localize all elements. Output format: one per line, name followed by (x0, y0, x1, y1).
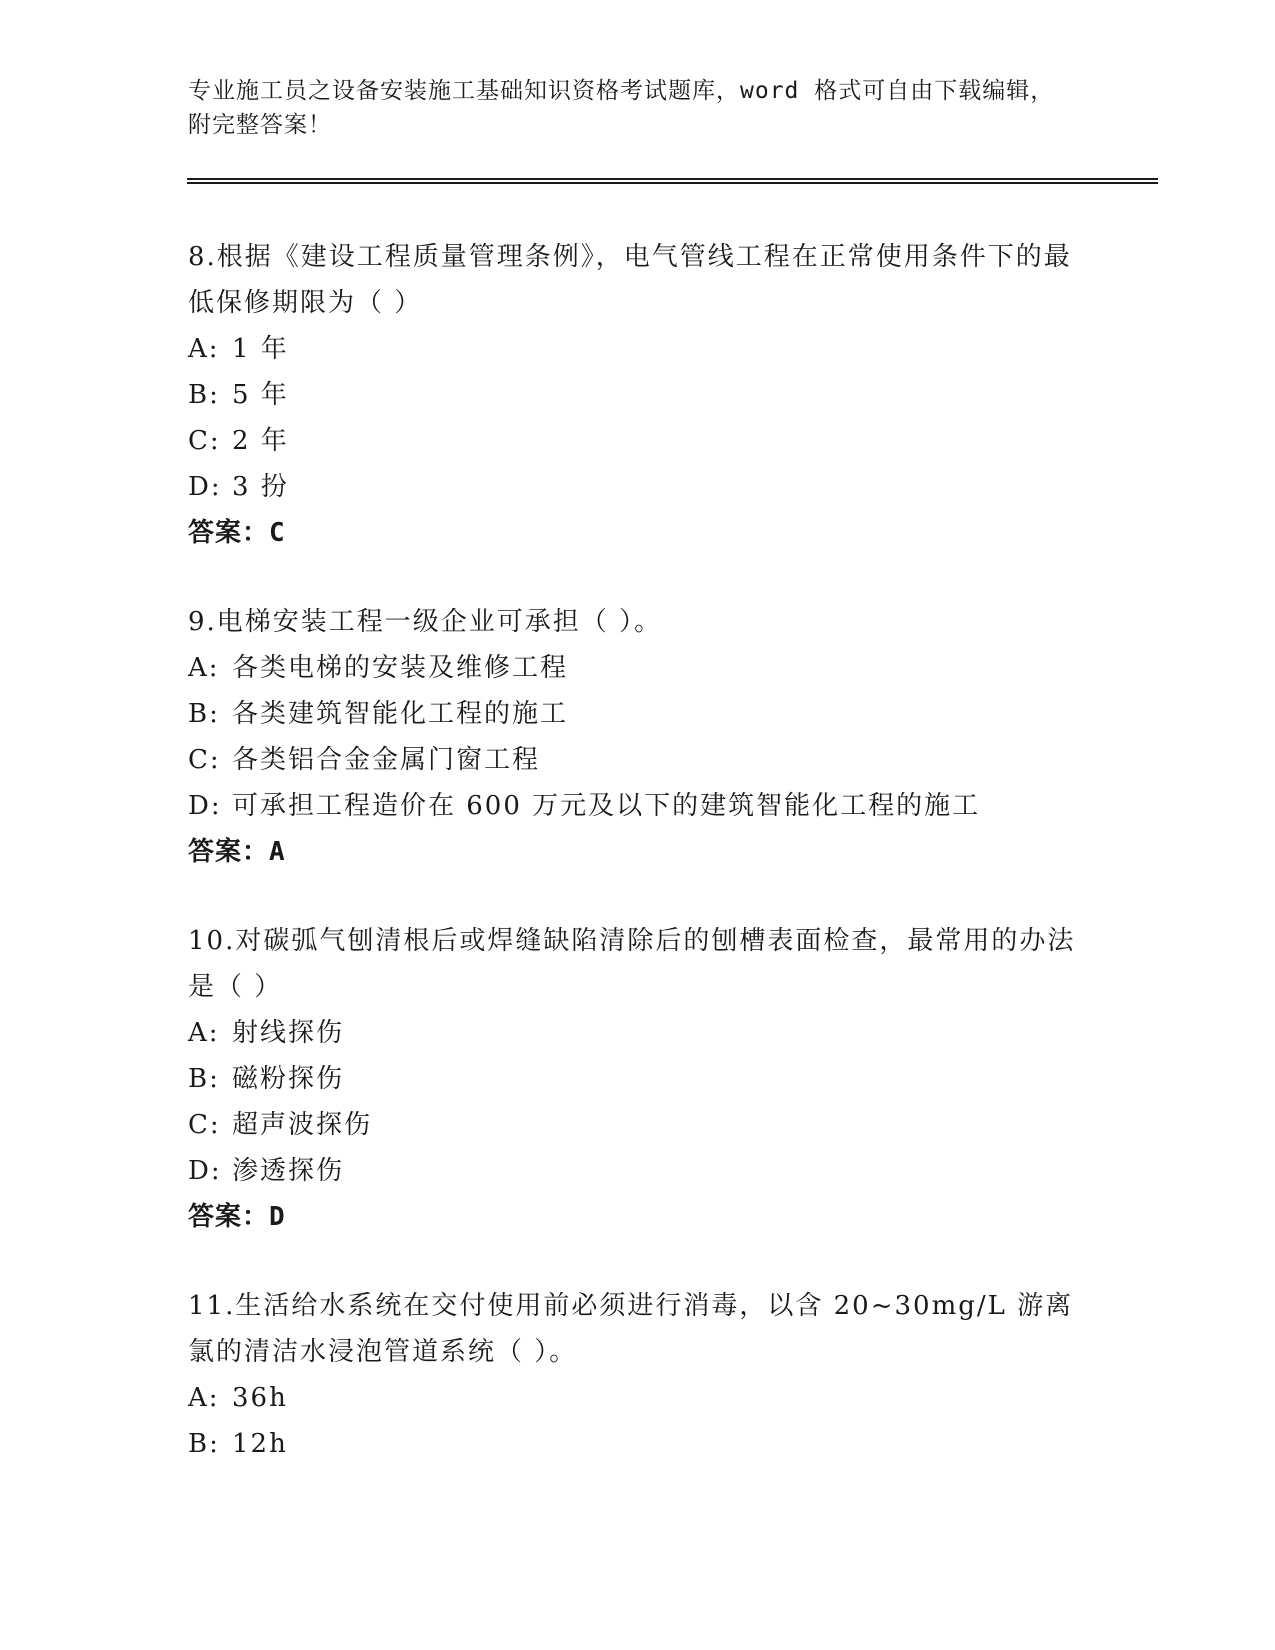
question-stem: 9.电梯安装工程一级企业可承担（ ）。 (188, 607, 663, 637)
option-text: 各类铝合金金属门窗工程 (232, 745, 541, 775)
option-letter: D: (188, 1156, 222, 1186)
option-letter: B: (188, 1064, 220, 1094)
option-text: 5 年 (232, 380, 289, 410)
question-8 (188, 234, 1088, 556)
option-letter: D: (188, 472, 222, 502)
question-stem: 10.对碳弧气刨清根后或焊缝缺陷清除后的刨槽表面检查，最常用的办法是（ ） (188, 926, 1076, 1002)
option-d (188, 1148, 1088, 1194)
option-letter: B: (188, 699, 220, 729)
question-stem: 8.根据《建设工程质量管理条例》，电气管线工程在正常使用条件下的最低保修期限为（ ） (188, 242, 1072, 318)
option-text: 12h (232, 1429, 288, 1459)
option-text: 射线探伤 (232, 1018, 345, 1048)
header-double-rule (187, 178, 1158, 184)
option-text: 1 年 (232, 334, 289, 364)
option-text: 磁粉探伤 (232, 1064, 345, 1094)
option-letter: A: (188, 1383, 220, 1413)
option-text: 渗透探伤 (232, 1156, 345, 1186)
option-text: 3 扮 (232, 472, 289, 502)
option-b (188, 1056, 1088, 1102)
option-a (188, 645, 1088, 691)
option-letter: A: (188, 653, 220, 683)
option-a (188, 326, 1088, 372)
option-text: 各类建筑智能化工程的施工 (232, 699, 569, 729)
option-text: 36h (232, 1383, 288, 1413)
option-b (188, 691, 1088, 737)
option-c (188, 1102, 1088, 1148)
answer-line: 答案：D (188, 1202, 286, 1232)
option-text: 可承担工程造价在 600 万元及以下的建筑智能化工程的施工 (232, 791, 981, 821)
option-letter: B: (188, 380, 220, 410)
option-text: 超声波探伤 (232, 1110, 373, 1140)
option-d (188, 464, 1088, 510)
option-c (188, 418, 1088, 464)
option-b (188, 1421, 1088, 1467)
option-letter: A: (188, 334, 220, 364)
option-letter: C: (188, 1110, 221, 1140)
option-a (188, 1010, 1088, 1056)
question-9 (188, 599, 1088, 875)
option-letter: D: (188, 791, 222, 821)
question-10 (188, 918, 1088, 1240)
question-stem: 11.生活给水系统在交付使用前必须进行消毒，以含 20~30mg/L 游离氯的清洁水浸泡管道系统（ ）。 (188, 1291, 1074, 1367)
option-a (188, 1375, 1088, 1421)
option-letter: C: (188, 426, 221, 456)
answer-line: 答案：A (188, 837, 286, 867)
question-11 (188, 1283, 1088, 1467)
option-text: 2 年 (232, 426, 289, 456)
option-b (188, 372, 1088, 418)
option-letter: B: (188, 1429, 220, 1459)
option-letter: C: (188, 745, 221, 775)
answer-line: 答案：C (188, 518, 286, 548)
option-d (188, 783, 1088, 829)
option-c (188, 737, 1088, 783)
option-text: 各类电梯的安装及维修工程 (232, 653, 569, 683)
option-letter: A: (188, 1018, 220, 1048)
document-header: 专业施工员之设备安装施工基础知识资格考试题库，word 格式可自由下载编辑，附完整答案！ (188, 78, 1055, 138)
